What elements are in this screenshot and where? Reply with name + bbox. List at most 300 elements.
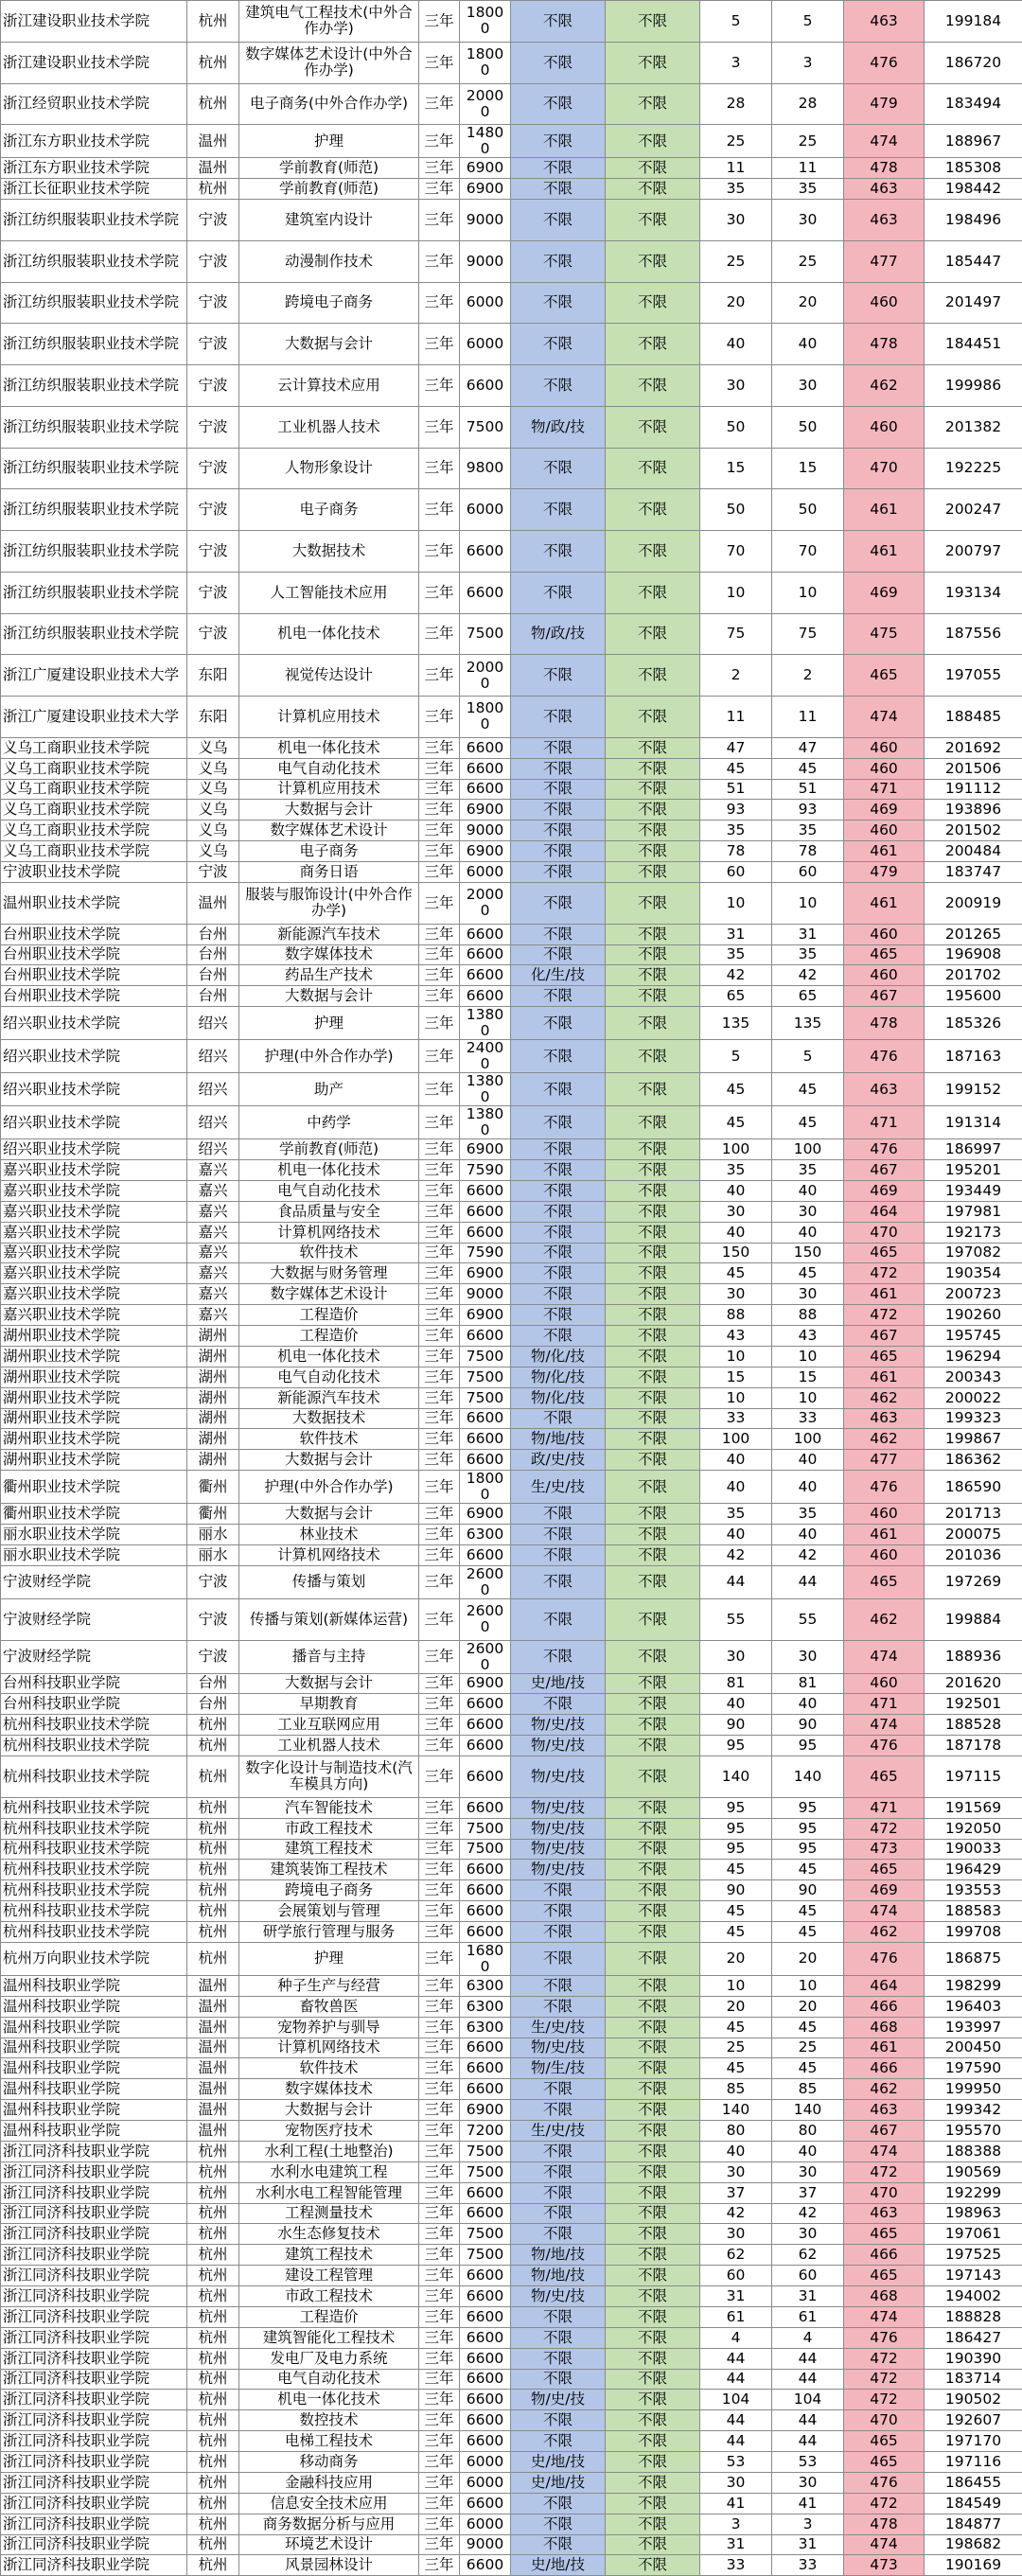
table-row	[1, 2079, 1022, 2100]
subject-req-cell: 不限	[511, 2079, 606, 2100]
city-cell: 义乌	[187, 820, 239, 841]
subject-req-cell: 不限	[511, 1305, 606, 1326]
table-row	[1, 2224, 1022, 2245]
city-cell: 丽水	[187, 1525, 239, 1545]
table-row	[1, 448, 1022, 489]
major-cell: 市政工程技术	[239, 2286, 419, 2307]
subject-req-cell: 不限	[511, 986, 606, 1007]
plan-count2-cell: 10	[772, 882, 844, 924]
school-cell: 浙江同济科技职业学院	[1, 2555, 187, 2576]
subject-req-cell: 不限	[511, 1106, 606, 1139]
duration-cell: 三年	[419, 655, 460, 697]
plan-count-cell: 35	[700, 1504, 772, 1525]
tuition-cell: 6600	[460, 531, 511, 573]
major-cell: 数控技术	[239, 2410, 419, 2431]
rank-cell: 188528	[925, 1715, 1022, 1736]
other-req-cell: 不限	[606, 1756, 700, 1798]
other-req-cell: 不限	[606, 2348, 700, 2369]
rank-cell: 199950	[925, 2079, 1022, 2100]
rank-cell: 199152	[925, 1073, 1022, 1106]
table-row	[1, 2555, 1022, 2576]
tuition-cell: 9000	[460, 820, 511, 841]
other-req-cell: 不限	[606, 1201, 700, 1222]
plan-count2-cell: 88	[772, 1305, 844, 1326]
table-row	[1, 1673, 1022, 1694]
city-cell: 宁波	[187, 365, 239, 407]
score-cell: 461	[844, 531, 925, 573]
plan-count-cell: 2	[700, 655, 772, 697]
school-cell: 台州职业技术学院	[1, 986, 187, 1007]
rank-cell: 193997	[925, 2017, 1022, 2038]
tuition-cell: 6000	[460, 282, 511, 324]
duration-cell: 三年	[419, 986, 460, 1007]
major-cell: 大数据与会计	[239, 2100, 419, 2121]
subject-req-cell: 不限	[511, 1525, 606, 1545]
table-row	[1, 1525, 1022, 1545]
plan-count2-cell: 45	[772, 2058, 844, 2079]
subject-req-cell: 不限	[511, 83, 606, 125]
table-row	[1, 1180, 1022, 1201]
other-req-cell: 不限	[606, 2514, 700, 2534]
duration-cell: 三年	[419, 1222, 460, 1243]
rank-cell: 190569	[925, 2161, 1022, 2182]
school-cell: 浙江同济科技职业学院	[1, 2224, 187, 2245]
other-req-cell: 不限	[606, 655, 700, 697]
major-cell: 畜牧兽医	[239, 1996, 419, 2017]
plan-count-cell: 80	[700, 2121, 772, 2142]
major-cell: 大数据技术	[239, 531, 419, 573]
subject-req-cell: 不限	[511, 365, 606, 407]
score-cell: 474	[844, 697, 925, 738]
rank-cell: 187178	[925, 1736, 1022, 1756]
plan-count-cell: 140	[700, 1756, 772, 1798]
major-cell: 会展策划与管理	[239, 1901, 419, 1922]
tuition-cell: 6600	[460, 2306, 511, 2327]
table-row	[1, 862, 1022, 883]
duration-cell: 三年	[419, 1922, 460, 1943]
table-row	[1, 2100, 1022, 2121]
city-cell: 台州	[187, 944, 239, 965]
duration-cell: 三年	[419, 820, 460, 841]
major-cell: 建筑工程技术	[239, 2245, 419, 2266]
score-cell: 463	[844, 200, 925, 241]
duration-cell: 三年	[419, 1139, 460, 1160]
major-cell: 工程造价	[239, 1305, 419, 1326]
plan-count-cell: 31	[700, 2534, 772, 2555]
city-cell: 湖州	[187, 1326, 239, 1347]
plan-count-cell: 10	[700, 1387, 772, 1408]
plan-count2-cell: 45	[772, 1106, 844, 1139]
school-cell: 浙江长征职业技术学院	[1, 179, 187, 200]
city-cell: 温州	[187, 125, 239, 158]
duration-cell: 三年	[419, 2038, 460, 2058]
major-cell: 建筑工程技术	[239, 1839, 419, 1860]
city-cell: 杭州	[187, 2348, 239, 2369]
city-cell: 杭州	[187, 1797, 239, 1818]
score-cell: 461	[844, 882, 925, 924]
score-cell: 467	[844, 1326, 925, 1347]
rank-cell: 197082	[925, 1243, 1022, 1263]
rank-cell: 184877	[925, 2514, 1022, 2534]
other-req-cell: 不限	[606, 2203, 700, 2224]
plan-count-cell: 31	[700, 2286, 772, 2307]
school-cell: 浙江同济科技职业学院	[1, 2141, 187, 2161]
rank-cell: 193134	[925, 572, 1022, 613]
rank-cell: 196908	[925, 944, 1022, 965]
school-cell: 湖州职业技术学院	[1, 1408, 187, 1429]
city-cell: 杭州	[187, 83, 239, 125]
duration-cell: 三年	[419, 1073, 460, 1106]
school-cell: 嘉兴职业技术学院	[1, 1160, 187, 1181]
duration-cell: 三年	[419, 2493, 460, 2514]
school-cell: 浙江同济科技职业学院	[1, 2306, 187, 2327]
score-cell: 474	[844, 2534, 925, 2555]
city-cell: 嘉兴	[187, 1305, 239, 1326]
city-cell: 义乌	[187, 779, 239, 800]
rank-cell: 199184	[925, 1, 1022, 43]
rank-cell: 197590	[925, 2058, 1022, 2079]
plan-count-cell: 40	[700, 324, 772, 365]
major-cell: 数字媒体技术	[239, 2079, 419, 2100]
subject-req-cell: 不限	[511, 1694, 606, 1715]
school-cell: 嘉兴职业技术学院	[1, 1305, 187, 1326]
rank-cell: 201692	[925, 737, 1022, 758]
other-req-cell: 不限	[606, 1326, 700, 1347]
score-cell: 460	[844, 1504, 925, 1525]
other-req-cell: 不限	[606, 2224, 700, 2245]
tuition-cell: 9800	[460, 448, 511, 489]
table-row	[1, 365, 1022, 407]
score-cell: 474	[844, 2141, 925, 2161]
school-cell: 浙江纺织服装职业技术学院	[1, 489, 187, 531]
plan-count-cell: 30	[700, 1640, 772, 1673]
plan-count-cell: 95	[700, 1818, 772, 1839]
major-cell: 护理	[239, 1942, 419, 1975]
other-req-cell: 不限	[606, 2058, 700, 2079]
city-cell: 温州	[187, 2100, 239, 2121]
city-cell: 温州	[187, 2079, 239, 2100]
duration-cell: 三年	[419, 800, 460, 820]
plan-count-cell: 51	[700, 779, 772, 800]
score-cell: 469	[844, 800, 925, 820]
plan-count-cell: 88	[700, 1305, 772, 1326]
table-row	[1, 2161, 1022, 2182]
city-cell: 嘉兴	[187, 1180, 239, 1201]
other-req-cell: 不限	[606, 1180, 700, 1201]
plan-count2-cell: 53	[772, 2452, 844, 2473]
school-cell: 浙江同济科技职业学院	[1, 2286, 187, 2307]
duration-cell: 三年	[419, 1797, 460, 1818]
city-cell: 绍兴	[187, 1106, 239, 1139]
rank-cell: 199986	[925, 365, 1022, 407]
plan-count-cell: 90	[700, 1880, 772, 1901]
plan-count2-cell: 140	[772, 2100, 844, 2121]
city-cell: 宁波	[187, 1565, 239, 1598]
major-cell: 食品质量与安全	[239, 1201, 419, 1222]
plan-count-cell: 43	[700, 1326, 772, 1347]
school-cell: 台州职业技术学院	[1, 944, 187, 965]
city-cell: 杭州	[187, 1736, 239, 1756]
table-row	[1, 1408, 1022, 1429]
city-cell: 义乌	[187, 800, 239, 820]
rank-cell: 201713	[925, 1504, 1022, 1525]
city-cell: 台州	[187, 1694, 239, 1715]
plan-count2-cell: 44	[772, 2410, 844, 2431]
rank-cell: 199884	[925, 1598, 1022, 1640]
other-req-cell: 不限	[606, 324, 700, 365]
table-row	[1, 1326, 1022, 1347]
duration-cell: 三年	[419, 1471, 460, 1504]
score-cell: 465	[844, 2452, 925, 2473]
tuition-cell: 7500	[460, 1346, 511, 1367]
school-cell: 浙江纺织服装职业技术学院	[1, 324, 187, 365]
plan-count2-cell: 2	[772, 655, 844, 697]
rank-cell: 200075	[925, 1525, 1022, 1545]
school-cell: 杭州万向职业技术学院	[1, 1942, 187, 1975]
rank-cell: 200247	[925, 489, 1022, 531]
table-row	[1, 2493, 1022, 2514]
duration-cell: 三年	[419, 240, 460, 282]
city-cell: 温州	[187, 2038, 239, 2058]
school-cell: 义乌工商职业技术学院	[1, 779, 187, 800]
plan-count-cell: 50	[700, 406, 772, 448]
subject-req-cell: 物/政/技	[511, 613, 606, 655]
duration-cell: 三年	[419, 489, 460, 531]
subject-req-cell: 物/史/技	[511, 2038, 606, 2058]
tuition-cell: 20000	[460, 655, 511, 697]
subject-req-cell: 不限	[511, 2224, 606, 2245]
rank-cell: 200484	[925, 841, 1022, 862]
city-cell: 宁波	[187, 240, 239, 282]
plan-count2-cell: 60	[772, 862, 844, 883]
city-cell: 杭州	[187, 1, 239, 43]
plan-count2-cell: 10	[772, 1975, 844, 1996]
major-cell: 数字化设计与制造技术(汽车模具方向)	[239, 1756, 419, 1798]
plan-count-cell: 10	[700, 882, 772, 924]
duration-cell: 三年	[419, 1040, 460, 1073]
school-cell: 绍兴职业技术学院	[1, 1040, 187, 1073]
rank-cell: 192607	[925, 2410, 1022, 2431]
major-cell: 计算机应用技术	[239, 697, 419, 738]
subject-req-cell: 生/史/技	[511, 2121, 606, 2142]
subject-req-cell: 不限	[511, 1504, 606, 1525]
major-cell: 服装与服饰设计(中外合作办学)	[239, 882, 419, 924]
plan-count-cell: 42	[700, 965, 772, 986]
major-cell: 工业机器人技术	[239, 406, 419, 448]
duration-cell: 三年	[419, 2161, 460, 2182]
city-cell: 绍兴	[187, 1040, 239, 1073]
major-cell: 传播与策划	[239, 1565, 419, 1598]
rank-cell: 200022	[925, 1387, 1022, 1408]
plan-count-cell: 81	[700, 1673, 772, 1694]
plan-count2-cell: 80	[772, 2121, 844, 2142]
subject-req-cell: 不限	[511, 1544, 606, 1565]
plan-count-cell: 35	[700, 820, 772, 841]
school-cell: 湖州职业技术学院	[1, 1367, 187, 1387]
duration-cell: 三年	[419, 2431, 460, 2452]
table-row	[1, 2017, 1022, 2038]
plan-count2-cell: 50	[772, 406, 844, 448]
score-cell: 478	[844, 324, 925, 365]
tuition-cell: 13800	[460, 1073, 511, 1106]
plan-count-cell: 95	[700, 1797, 772, 1818]
rank-cell: 195201	[925, 1160, 1022, 1181]
major-cell: 水生态修复技术	[239, 2224, 419, 2245]
subject-req-cell: 不限	[511, 1243, 606, 1263]
subject-req-cell: 物/地/技	[511, 2266, 606, 2286]
rank-cell: 192501	[925, 1694, 1022, 1715]
tuition-cell: 6600	[460, 2079, 511, 2100]
plan-count-cell: 90	[700, 1715, 772, 1736]
plan-count2-cell: 11	[772, 697, 844, 738]
school-cell: 浙江同济科技职业学院	[1, 2161, 187, 2182]
plan-count2-cell: 62	[772, 2245, 844, 2266]
plan-count-cell: 15	[700, 1367, 772, 1387]
subject-req-cell: 不限	[511, 2327, 606, 2348]
plan-count2-cell: 93	[772, 800, 844, 820]
tuition-cell: 6300	[460, 2017, 511, 2038]
table-row	[1, 324, 1022, 365]
major-cell: 电气自动化技术	[239, 1180, 419, 1201]
city-cell: 湖州	[187, 1387, 239, 1408]
plan-count2-cell: 30	[772, 2472, 844, 2493]
subject-req-cell: 不限	[511, 1073, 606, 1106]
plan-count-cell: 70	[700, 531, 772, 573]
table-row	[1, 1640, 1022, 1673]
subject-req-cell: 不限	[511, 882, 606, 924]
tuition-cell: 6000	[460, 324, 511, 365]
city-cell: 宁波	[187, 324, 239, 365]
school-cell: 嘉兴职业技术学院	[1, 1263, 187, 1284]
other-req-cell: 不限	[606, 2555, 700, 2576]
score-cell: 462	[844, 1387, 925, 1408]
major-cell: 建筑智能化工程技术	[239, 2327, 419, 2348]
school-cell: 浙江纺织服装职业技术学院	[1, 531, 187, 573]
plan-count2-cell: 95	[772, 1797, 844, 1818]
other-req-cell: 不限	[606, 2121, 700, 2142]
other-req-cell: 不限	[606, 1222, 700, 1243]
school-cell: 浙江同济科技职业学院	[1, 2182, 187, 2203]
rank-cell: 199323	[925, 1408, 1022, 1429]
plan-count-cell: 45	[700, 1073, 772, 1106]
school-cell: 浙江同济科技职业学院	[1, 2514, 187, 2534]
school-cell: 浙江同济科技职业学院	[1, 2493, 187, 2514]
duration-cell: 三年	[419, 42, 460, 83]
plan-count2-cell: 47	[772, 737, 844, 758]
tuition-cell: 7200	[460, 2121, 511, 2142]
city-cell: 丽水	[187, 1544, 239, 1565]
duration-cell: 三年	[419, 1504, 460, 1525]
plan-count2-cell: 44	[772, 2348, 844, 2369]
other-req-cell: 不限	[606, 1106, 700, 1139]
other-req-cell: 不限	[606, 862, 700, 883]
rank-cell: 191569	[925, 1797, 1022, 1818]
other-req-cell: 不限	[606, 531, 700, 573]
tuition-cell: 6000	[460, 489, 511, 531]
city-cell: 杭州	[187, 1922, 239, 1943]
table-row	[1, 1544, 1022, 1565]
score-cell: 477	[844, 240, 925, 282]
city-cell: 杭州	[187, 1715, 239, 1736]
subject-req-cell: 不限	[511, 240, 606, 282]
rank-cell: 200343	[925, 1367, 1022, 1387]
rank-cell: 193553	[925, 1880, 1022, 1901]
duration-cell: 三年	[419, 531, 460, 573]
score-cell: 479	[844, 83, 925, 125]
plan-count-cell: 45	[700, 758, 772, 779]
subject-req-cell: 不限	[511, 125, 606, 158]
table-row	[1, 42, 1022, 83]
plan-count2-cell: 44	[772, 2431, 844, 2452]
rank-cell: 183747	[925, 862, 1022, 883]
subject-req-cell: 不限	[511, 1, 606, 43]
school-cell: 嘉兴职业技术学院	[1, 1180, 187, 1201]
city-cell: 杭州	[187, 2555, 239, 2576]
subject-req-cell: 不限	[511, 1284, 606, 1305]
rank-cell: 197055	[925, 655, 1022, 697]
school-cell: 绍兴职业技术学院	[1, 1007, 187, 1040]
score-cell: 461	[844, 841, 925, 862]
rank-cell: 198442	[925, 179, 1022, 200]
tuition-cell: 7500	[460, 406, 511, 448]
score-cell: 460	[844, 924, 925, 944]
plan-count-cell: 60	[700, 862, 772, 883]
city-cell: 宁波	[187, 406, 239, 448]
score-cell: 474	[844, 1640, 925, 1673]
plan-count2-cell: 40	[772, 1694, 844, 1715]
school-cell: 浙江纺织服装职业技术学院	[1, 282, 187, 324]
rank-cell: 197981	[925, 1201, 1022, 1222]
plan-count-cell: 47	[700, 737, 772, 758]
plan-count2-cell: 30	[772, 200, 844, 241]
plan-count2-cell: 30	[772, 2161, 844, 2182]
major-cell: 新能源汽车技术	[239, 1387, 419, 1408]
duration-cell: 三年	[419, 1346, 460, 1367]
duration-cell: 三年	[419, 1839, 460, 1860]
other-req-cell: 不限	[606, 800, 700, 820]
other-req-cell: 不限	[606, 2327, 700, 2348]
plan-count2-cell: 40	[772, 1471, 844, 1504]
table-row	[1, 1040, 1022, 1073]
major-cell: 水利水电建筑工程	[239, 2161, 419, 2182]
subject-req-cell: 物/化/技	[511, 1387, 606, 1408]
school-cell: 丽水职业技术学院	[1, 1544, 187, 1565]
school-cell: 宁波财经学院	[1, 1598, 187, 1640]
plan-count-cell: 53	[700, 2452, 772, 2473]
major-cell: 计算机网络技术	[239, 1544, 419, 1565]
other-req-cell: 不限	[606, 1305, 700, 1326]
other-req-cell: 不限	[606, 1525, 700, 1545]
plan-count2-cell: 45	[772, 1860, 844, 1880]
plan-count-cell: 55	[700, 1598, 772, 1640]
city-cell: 湖州	[187, 1450, 239, 1471]
plan-count2-cell: 100	[772, 1429, 844, 1450]
score-cell: 461	[844, 2038, 925, 2058]
other-req-cell: 不限	[606, 1694, 700, 1715]
plan-count-cell: 75	[700, 613, 772, 655]
table-row	[1, 882, 1022, 924]
other-req-cell: 不限	[606, 2141, 700, 2161]
city-cell: 湖州	[187, 1429, 239, 1450]
other-req-cell: 不限	[606, 2410, 700, 2431]
plan-count-cell: 44	[700, 2348, 772, 2369]
tuition-cell: 6900	[460, 1305, 511, 1326]
school-cell: 浙江同济科技职业学院	[1, 2534, 187, 2555]
table-row	[1, 1818, 1022, 1839]
table-row	[1, 1263, 1022, 1284]
major-cell: 工程造价	[239, 2306, 419, 2327]
score-cell: 476	[844, 1040, 925, 1073]
